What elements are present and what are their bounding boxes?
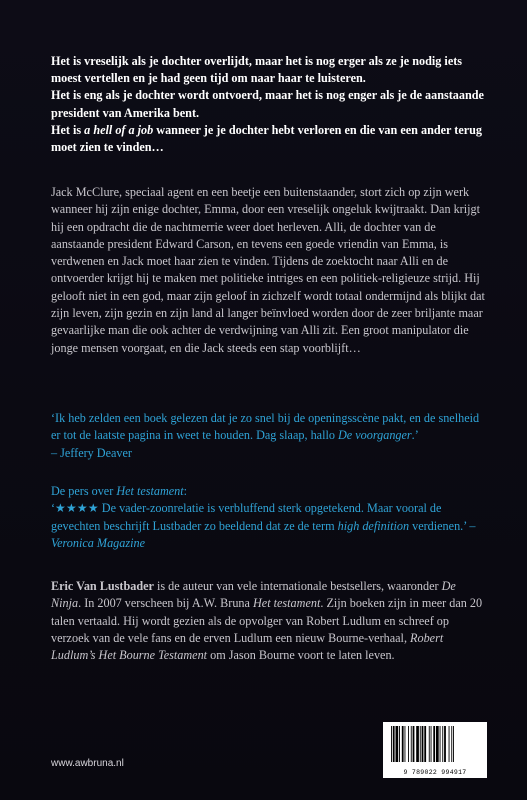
barcode-bar: [436, 726, 439, 762]
intro-emphasis: a hell of a job: [84, 122, 154, 137]
barcode-bar: [408, 726, 409, 762]
barcode-bar: [411, 726, 412, 762]
quote-attribution: – Jeffery Deaver: [51, 445, 132, 460]
author-name: Eric Van Lustbader: [51, 579, 154, 593]
barcode-bar: [451, 726, 452, 762]
barcode-bar: [449, 726, 450, 762]
press-review: ‘★★★★ De vader-zoonrelatie is verbluffend sterk opgetekend. Maar vooral de gevechten beschrijft Lustbader zo beeldend dat ze de term high definition verdienen.’ – Veronica Magazine: [51, 501, 476, 550]
barcode-bar: [422, 726, 424, 762]
intro-line-3: Het is a hell of a job wanneer je je dochter hebt verloren en die van een ander terug moet zien te vinden…: [51, 122, 483, 155]
barcode-bar: [416, 726, 419, 762]
quote-text: ‘Ik heb zelden een boek gelezen dat je zo snel bij de openingsscène pakt, en de snelheid er tot de laatste pagina in weet te houden. Dag slaap, hallo De voorganger.’: [51, 411, 480, 443]
summary-block: [51, 184, 487, 357]
barcode-bar: [429, 726, 430, 762]
publisher-website[interactable]: www.awbruna.nl: [51, 758, 124, 769]
intro-line-1: Het is vreselijk als je dochter overlijdt, maar het is nog erger als ze je nodig iets moest vertellen en je had geen tijd om naar haar te luisteren.: [51, 54, 463, 86]
barcode-bar: [440, 726, 441, 762]
barcode-bars: [383, 722, 487, 768]
barcode-bar: [413, 726, 415, 762]
barcode-bar: [453, 726, 454, 762]
summary-text: Jack McClure, speciaal agent en een beetje een buitenstaander, stort zich op zijn werk wanneer hij zijn enige dochter, Emma, door een vreselijk ongeluk kwijtraakt. Dan krijgt hij een opdracht die de nachtmerrie weer doet herleven. Alli, de dochter van de aanstaande president Edward Carson, en tevens een goede vriendin van Emma, is verdwenen en Jack moet haar zien te vinden. Tijdens de zoektocht naar Alli en de ontvoerder krijgt hij te maken met politieke intriges en een politiek-religieuze strijd. Hij gelooft niet in een god, maar zijn geloof in zichzelf wordt totaal ondermijnd als blijkt dat zijn leven, zijn gezin en zijn land al langer beïnvloed worden door de zeer briljante maar gevaarlijke man die ook achter de verdwijning van Alli zit. Een groot manipulator die jonge mensen voorgaat, en die Jack steeds een stap voorblijft…: [51, 185, 485, 355]
barcode-bar: [396, 726, 399, 762]
isbn-number: 9 789022 994917: [403, 769, 467, 776]
press-heading: De pers over Het testament:: [51, 484, 188, 498]
author-block: [51, 578, 487, 664]
barcode-bar: [420, 726, 421, 762]
barcode-bar: [402, 726, 404, 762]
author-bio: Eric Van Lustbader is de auteur van vele internationale bestsellers, waaronder De Ninja. In 2007 verscheen bij A.W. Bruna Het testament. Zijn boeken zijn in meer dan 20 talen vertaald. Hij wordt gezien als de opvolger van Robert Ludlum en schreef op verzoek van de vele fans en de erven Ludlum een nieuw Bourne-verhaal, Robert Ludlum’s Het Bourne Testament om Jason Bourne voort te laten leven.: [51, 579, 483, 663]
barcode-bar: [405, 726, 406, 762]
barcode-bar: [399, 726, 400, 762]
barcode-bar: [433, 726, 435, 762]
barcode-bar: [391, 726, 392, 762]
press-block: [51, 483, 487, 552]
barcode-bar: [424, 726, 426, 762]
barcode-bar: [393, 726, 395, 762]
intro-block: [51, 53, 487, 156]
quote-block: [51, 410, 487, 462]
barcode-bar: [444, 726, 446, 762]
isbn-barcode: [383, 722, 487, 778]
barcode-bar: [442, 726, 443, 762]
press-source: Veronica Magazine: [51, 535, 145, 550]
intro-line-2: Het is eng als je dochter wordt ontvoerd, maar het is nog enger als je de aanstaande president van Amerika bent.: [51, 88, 484, 120]
barcode-bar: [431, 726, 432, 762]
